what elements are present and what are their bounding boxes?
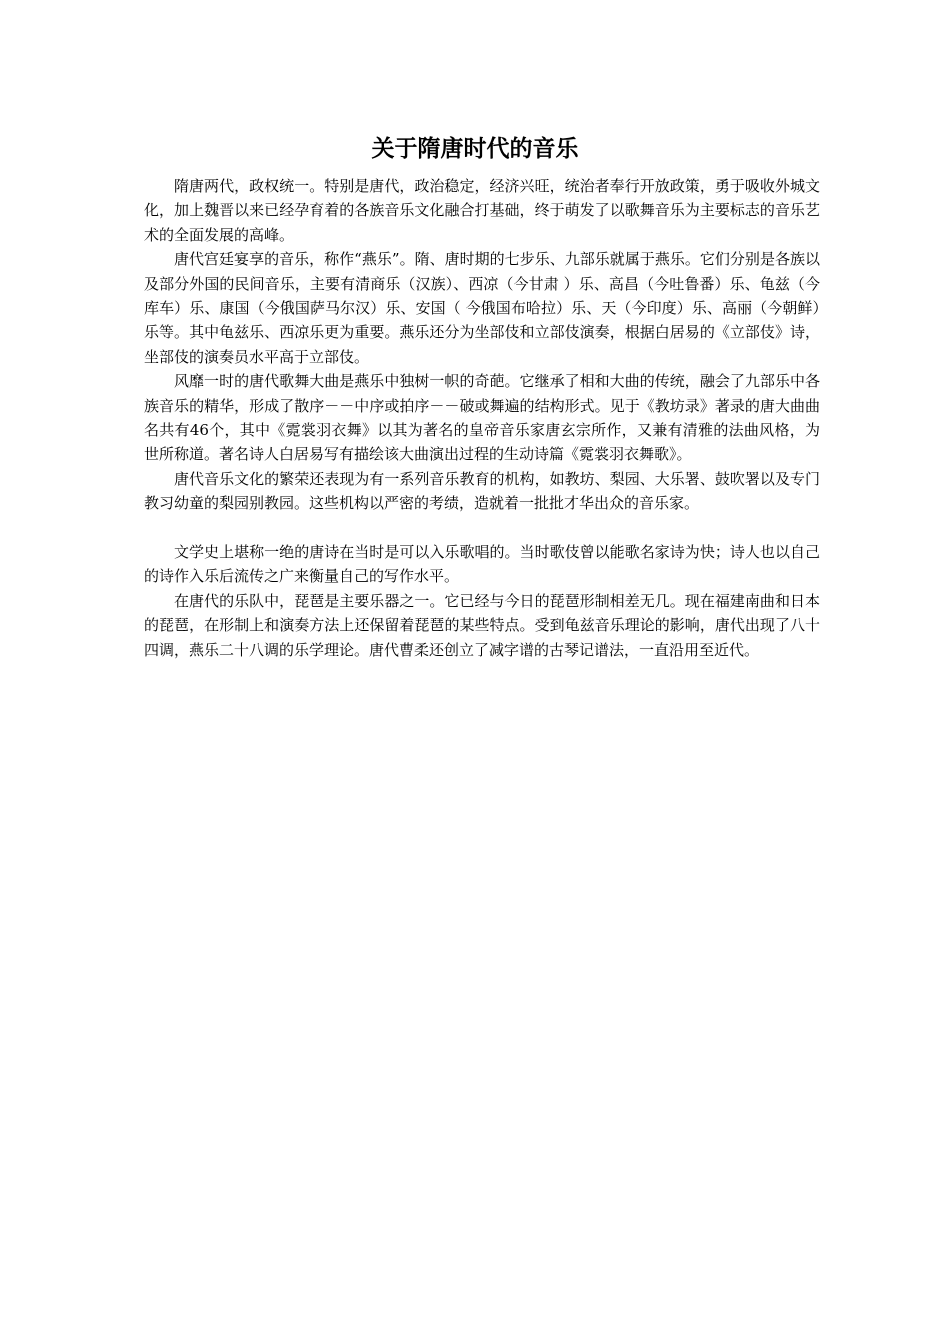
blank-line bbox=[144, 516, 820, 540]
paragraph-6: 在唐代的乐队中，琵琶是主要乐器之一。它已经与今日的琵琶形制相差无几。现在福建南曲和日本的琵琶，在形制上和演奏方法上还保留着琵琶的某些特点。受到龟兹音乐理论的影响，唐代出现了八十四调，燕乐二十八调的乐学理论。唐代曹柔还创立了减字谱的古琴记谱法，一直沿用至近代。 bbox=[144, 591, 820, 659]
paragraph-1: 隋唐两代，政权统一。特别是唐代，政治稳定，经济兴旺，统治者奉行开放政策，勇于吸收外城文化，加上魏晋以来已经孕育着的各族音乐文化融合打基础，终于萌发了以歌舞音乐为主要标志的音乐艺术的全面发展的高峰。 bbox=[144, 177, 820, 244]
paragraph-2: 唐代宫廷宴享的音乐，称作“燕乐”。隋、唐时期的七步乐、九部乐就属于燕乐。它们分别是各族以及部分外国的民间音乐，主要有清商乐（汉族）、西凉（今甘肃 ）乐、高昌（今吐鲁番）乐、龟兹（今库车）乐、康国（今俄国萨马尔汉）乐、安国（ 今俄国布哈拉）乐、天（今印度）乐、高丽（今朝鲜）乐等。其中龟兹乐、西凉乐更为重要。燕乐还分为坐部伎和立部伎演奏，根据白居易的《立部伎》诗，坐部伎的演奏员水平高于立部伎。 bbox=[144, 250, 820, 366]
document-body bbox=[144, 174, 820, 662]
paragraph-5: 文学史上堪称一绝的唐诗在当时是可以入乐歌唱的。当时歌伎曾以能歌名家诗为快；诗人也以自己的诗作入乐后流传之广来衡量自己的写作水平。 bbox=[144, 543, 820, 586]
paragraph-3: 风靡一时的唐代歌舞大曲是燕乐中独树一帜的奇葩。它继承了相和大曲的传统，融会了九部乐中各族音乐的精华，形成了散序－－中序或拍序－－破或舞遍的结构形式。见于《教坊录》著录的唐大曲曲名共有46个，其中《霓裳羽衣舞》以其为著名的皇帝音乐家唐玄宗所作，又兼有清雅的法曲风格，为世所称道。著名诗人白居易写有描绘该大曲演出过程的生动诗篇《霓裳羽衣舞歌》。 bbox=[144, 372, 820, 464]
paragraph-4: 唐代音乐文化的繁荣还表现为有一系列音乐教育的机构，如教坊、梨园、大乐署、鼓吹署以及专门教习幼童的梨园别教园。这些机构以严密的考绩，造就着一批批才华出众的音乐家。 bbox=[144, 469, 820, 513]
document-title: 关于隋唐时代的音乐 bbox=[371, 135, 579, 162]
